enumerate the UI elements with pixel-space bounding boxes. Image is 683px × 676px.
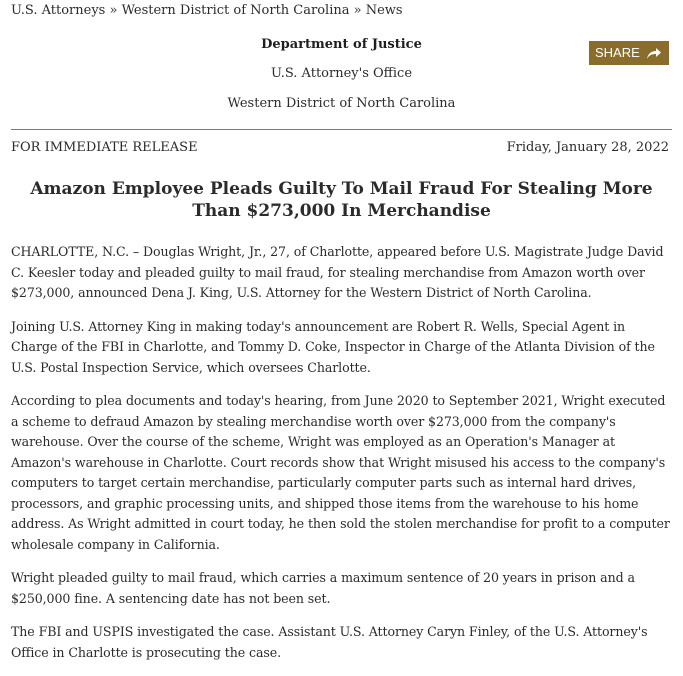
article-paragraph: According to plea documents and today's hearing, from June 2020 to September 2021, Wright executed a scheme to defraud Amazon by stealing merchandise worth over $273,000 from the company's warehouse. Over the course of the scheme, Wright was employed as an Operation's Manager at Amazon's warehouse in Charlotte. Court records show that Wright misused his access to the company's computers to target certain merchandise, particularly computer parts such as internal hard drives, processors, and graphic processing units, and shipped those items from the warehouse to his home address. As Wright admitted in court today, he then sold the stolen merchandise for profit to a computer wholesale company in California. bbox=[11, 393, 670, 552]
article-paragraph: The FBI and USPIS investigated the case. Assistant U.S. Attorney Caryn Finley, of the U.S. Attorney's Office in Charlotte is prosecuting the case. bbox=[11, 624, 648, 660]
article-paragraph: Wright pleaded guilty to mail fraud, which carries a maximum sentence of 20 years in prison and a $250,000 fine. A sentencing date has not been set. bbox=[11, 570, 635, 606]
header-divider bbox=[11, 129, 672, 130]
release-label: FOR IMMEDIATE RELEASE bbox=[11, 140, 198, 155]
breadcrumb-link-news[interactable]: News bbox=[365, 3, 403, 18]
breadcrumb bbox=[11, 3, 403, 19]
district-name: Western District of North Carolina bbox=[227, 96, 456, 111]
department-title: Department of Justice bbox=[261, 37, 422, 52]
share-arrow-icon bbox=[645, 44, 663, 62]
breadcrumb-link-us-attorneys[interactable]: U.S. Attorneys bbox=[11, 3, 106, 18]
article-paragraph: Joining U.S. Attorney King in making today's announcement are Robert R. Wells, Special Agent in Charge of the FBI in Charlotte, and Tommy D. Coke, Inspector in Charge of the Atlanta Division of the U.S. Postal Inspection Service, which oversees Charlotte. bbox=[11, 318, 655, 375]
breadcrumb-separator: » bbox=[109, 3, 118, 18]
share-label: SHARE bbox=[595, 45, 640, 60]
article-body bbox=[11, 242, 673, 676]
article-paragraph: CHARLOTTE, N.C. – Douglas Wright, Jr., 27, of Charlotte, appeared before U.S. Magistrate Judge David C. Keesler today and pleaded guilty to mail fraud, for stealing merchandise from Amazon worth over $273,000, announced Dena J. King, U.S. Attorney for the Western District of North Carolina. bbox=[11, 244, 664, 300]
share-button[interactable] bbox=[589, 41, 669, 65]
article-title: Amazon Employee Pleads Guilty To Mail Fraud For Stealing More Than $273,000 In Merchandise bbox=[30, 179, 653, 221]
office-name: U.S. Attorney's Office bbox=[270, 66, 413, 81]
breadcrumb-separator: » bbox=[353, 3, 362, 18]
release-date: Friday, January 28, 2022 bbox=[506, 140, 669, 155]
breadcrumb-link-district[interactable]: Western District of North Carolina bbox=[121, 3, 350, 18]
